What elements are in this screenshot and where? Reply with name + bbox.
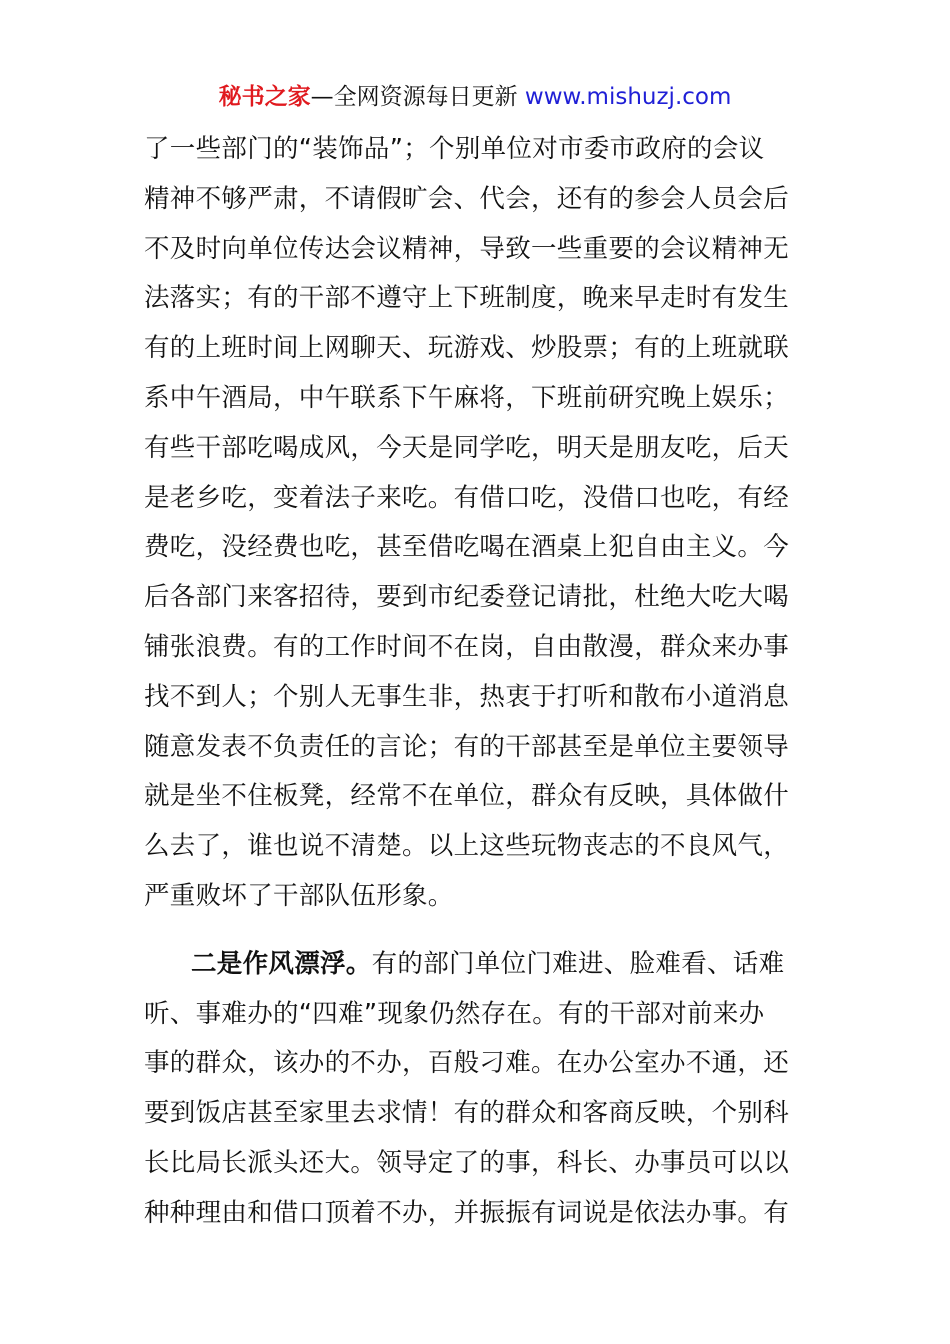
text-line: 了一些部门的“装饰品”；个别单位对市委市政府的会议 [144, 134, 765, 164]
section-heading: 二是作风漂浮。 [191, 948, 372, 979]
text-line: 长比局长派头还大。领导定了的事，科长、办事员可以以 [144, 1147, 790, 1178]
text-line: 么去了，谁也说不清楚。以上这些玩物丧志的不良风气， [144, 831, 790, 862]
text-line: 精神不够严肃，不请假旷会、代会，还有的参会人员会后 [144, 183, 790, 214]
text-line: 费吃，没经费也吃，甚至借吃喝在酒桌上犯自由主义。今 [144, 532, 790, 563]
site-brand: 秘书之家 [218, 84, 311, 110]
text-line: 要到饭店甚至家里去求情！有的群众和客商反映，个别科 [144, 1098, 790, 1129]
text-line: 找不到人；个别人无事生非，热衷于打听和散布小道消息 [144, 681, 790, 712]
site-tagline: —全网资源每日更新 [310, 84, 525, 110]
site-url-link[interactable]: www.mishuzj.com [524, 84, 732, 110]
text-line: 后各部门来客招待，要到市纪委登记请批，杜绝大吃大喝 [144, 582, 790, 613]
text-line: 严重败坏了干部队伍形象。 [144, 880, 454, 911]
text-line: 有的上班时间上网聊天、玩游戏、炒股票；有的上班就联 [144, 333, 790, 364]
text-line: 随意发表不负责任的言论；有的干部甚至是单位主要领导 [144, 731, 790, 762]
site-header [0, 80, 950, 114]
text-run: 有的部门单位门难进、脸难看、话难 [371, 948, 785, 979]
paragraph-2 [144, 940, 806, 1239]
text-line: 种种理由和借口顶着不办，并振振有词说是依法办事。有 [144, 1197, 790, 1228]
text-line: 是老乡吃，变着法子来吃。有借口吃，没借口也吃，有经 [144, 482, 790, 513]
document-body [144, 125, 806, 1239]
text-line: 就是坐不住板凳，经常不在单位，群众有反映，具体做什 [144, 781, 790, 812]
text-line: 铺张浪费。有的工作时间不在岗，自由散漫，群众来办事 [144, 631, 790, 662]
paragraph-spacer [144, 922, 806, 940]
paragraph-1 [144, 125, 806, 922]
text-line [144, 940, 806, 990]
text-line: 事的群众，该办的不办，百般刁难。在办公室办不通，还 [144, 1048, 790, 1079]
text-line: 有些干部吃喝成风，今天是同学吃，明天是朋友吃，后天 [144, 432, 790, 463]
text-line: 系中午酒局，中午联系下午麻将，下班前研究晚上娱乐； [144, 382, 790, 413]
text-line: 听、事难办的“四难”现象仍然存在。有的干部对前来办 [144, 998, 765, 1029]
text-line: 法落实；有的干部不遵守上下班制度，晚来早走时有发生 [144, 283, 790, 314]
text-line: 不及时向单位传达会议精神，导致一些重要的会议精神无 [144, 233, 790, 264]
